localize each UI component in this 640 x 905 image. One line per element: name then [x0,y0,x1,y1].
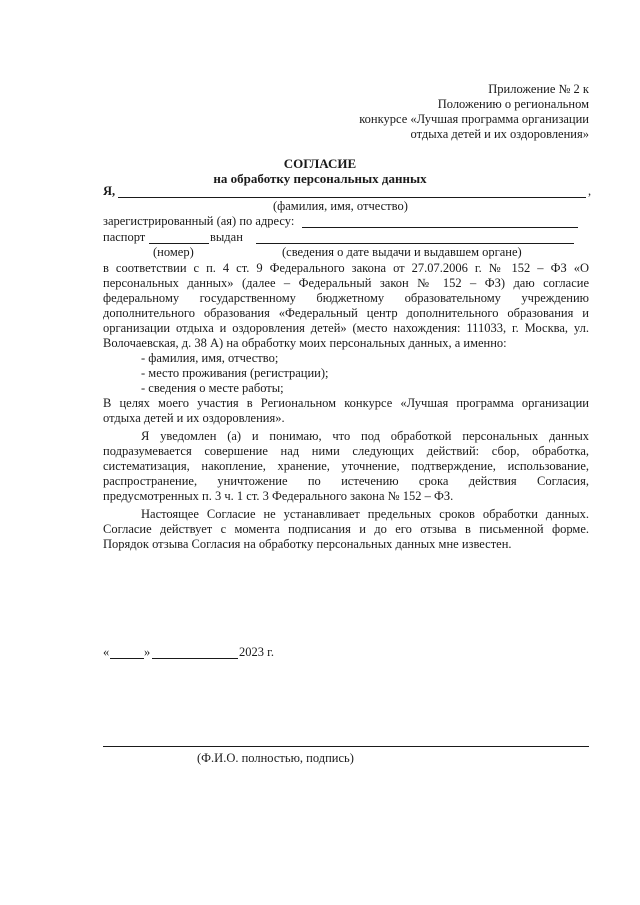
signature-caption: (Ф.И.О. полностью, подпись) [197,751,354,765]
fio-field[interactable] [118,197,586,198]
passport-label: паспорт [103,230,146,244]
paragraph-3-line: систематизация, накопление, хранение, уточнение, подтверждение, использование, [103,459,589,473]
paragraph-1-last-line: Волочаевская, д. 38 А) на обработку моих персональных данных, а именно: [103,336,507,350]
paragraph-2-line: В целях моего участия в Региональном конкурсе «Лучшая программа организации [103,396,589,410]
paragraph-3-line: распространение, уничтожение по истечению срока действия Согласия, [103,474,589,488]
appendix-line-1: Приложение № 2 к [488,82,589,96]
paragraph-3-line: подразумевается совершение над ними следующих действий: сбор, обработка, [103,444,589,458]
issued-label: выдан [210,230,243,244]
paragraph-1-line: в соответствии с п. 4 ст. 9 Федерального закона от 27.07.2006 г. № 152 – ФЗ «О [103,261,589,275]
paragraph-3-last-line: предусмотренных п. 3 ч. 1 ст. 3 Федерального закона № 152 – ФЗ. [103,489,454,503]
paragraph-3-line: Я уведомлен (а) и понимаю, что под обработкой персональных данных [141,429,589,443]
fio-comma: , [588,184,592,198]
list-item: - сведения о месте работы; [141,381,284,395]
paragraph-4-last-line: Порядок отзыва Согласия на обработку персональных данных мне известен. [103,537,512,551]
appendix-line-2: Положению о региональном [437,97,589,111]
document-title: СОГЛАСИЕ [283,156,357,171]
fio-caption: (фамилия, имя, отчество) [273,199,408,213]
paragraph-1-line: федеральному государственному бюджетному образовательному учреждению [103,291,589,305]
signature-field[interactable] [103,746,589,747]
address-field[interactable] [302,227,578,228]
i-label: Я, [103,184,116,198]
date-close-quote: » [144,645,151,659]
list-item: - место проживания (регистрации); [141,366,329,380]
issue-caption: (сведения о дате выдачи и выдавшем органе) [282,245,522,259]
date-open-quote: « [103,645,110,659]
date-day-field[interactable] [110,658,144,659]
date-year: 2023 г. [239,645,274,659]
address-label: зарегистрированный (ая) по адресу: [103,214,295,228]
passport-number-field[interactable] [149,243,209,244]
appendix-line-4: отдыха детей и их оздоровления» [410,127,589,141]
paragraph-4-line: Согласие действует с момента подписания и до его отзыва в письменной форме. [103,522,589,536]
paragraph-1-line: дополнительного образования «Федеральный центр дополнительного образования и [103,306,589,320]
paragraph-1-line: персональных данных» (далее – Федеральный закон № 152 – ФЗ) даю согласие [103,276,589,290]
appendix-line-3: конкурсе «Лучшая программа организации [359,112,589,126]
list-item: - фамилия, имя, отчество; [141,351,279,365]
paragraph-1-line: организации отдыха и оздоровления детей» (место нахождения: 111033, г. Москва, ул. [103,321,589,335]
passport-issue-field[interactable] [256,243,574,244]
paragraph-2-last-line: отдыха детей и их оздоровления». [103,411,285,425]
document-subtitle: на обработку персональных данных [213,171,427,186]
paragraph-4-line: Настоящее Согласие не устанавливает предельных сроков обработки данных. [141,507,589,521]
number-caption: (номер) [153,245,194,259]
date-month-field[interactable] [152,658,238,659]
